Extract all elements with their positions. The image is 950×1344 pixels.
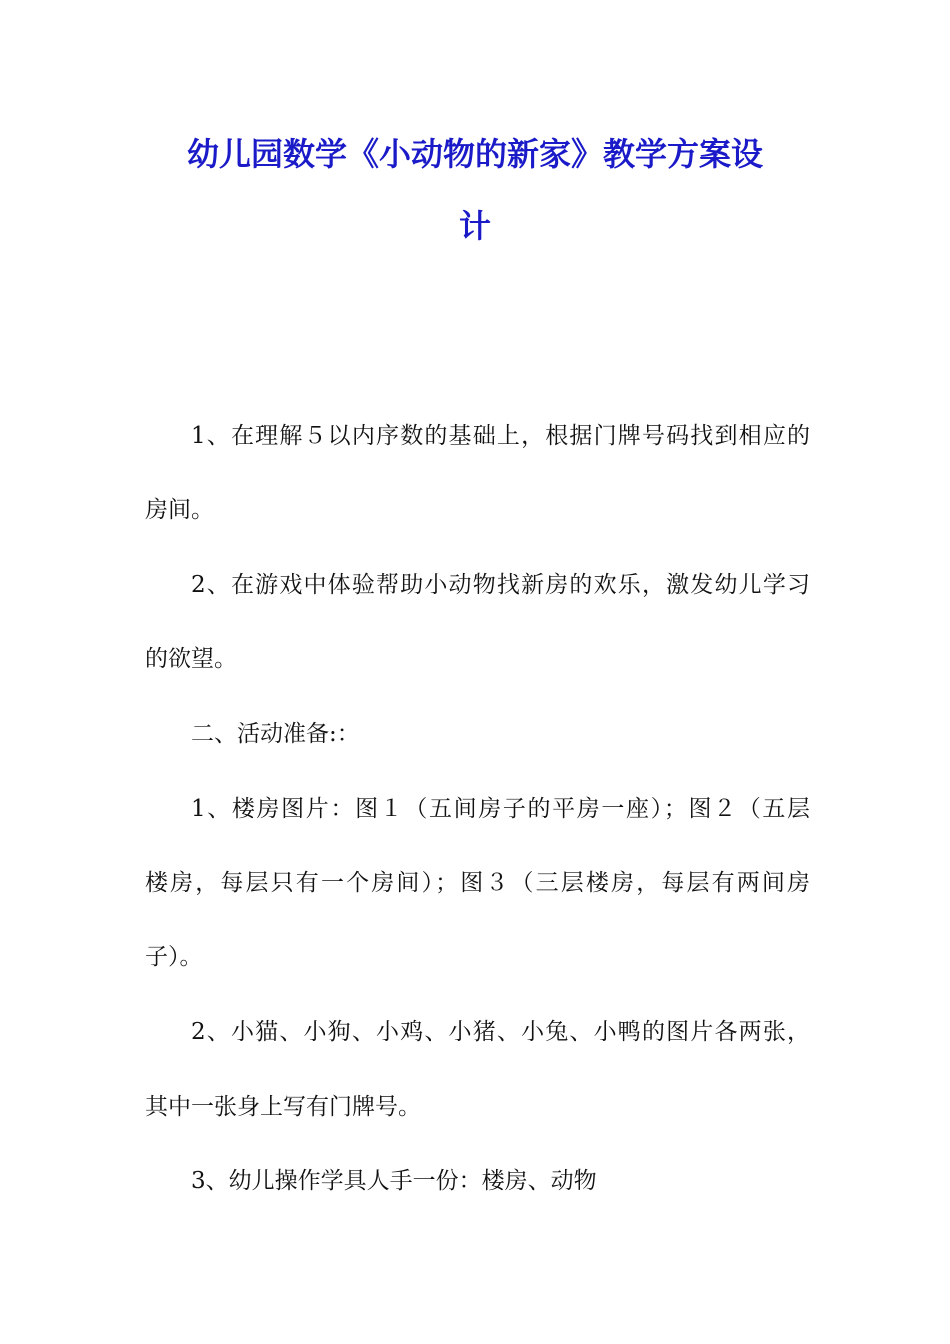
goal-2-line-1: 2、在游戏中体验帮助小动物找新房的欢乐，激发幼儿学习 [191, 572, 810, 598]
prep-3-line-1: 3、幼儿操作学具人手一份：楼房、动物 [191, 1168, 597, 1194]
prep-1-line-1: 1、楼房图片：图１（五间房子的平房一座）；图２（五层 [191, 796, 810, 822]
document-title-line-2: 计 [458, 207, 491, 245]
goal-1-line-1: 1、在理解５以内序数的基础上，根据门牌号码找到相应的 [191, 423, 810, 449]
document-title-line-1: 幼儿园数学《小动物的新家》教学方案设 [186, 135, 763, 173]
section-heading-preparation: 二、活动准备:： [191, 721, 360, 747]
goal-1-line-2: 房间。 [145, 497, 214, 523]
goal-2-line-2: 的欲望。 [145, 646, 237, 672]
prep-1-line-3: 子）。 [145, 944, 203, 970]
prep-2-line-1: 2、小猫、小狗、小鸡、小猪、小兔、小鸭的图片各两张， [191, 1019, 810, 1045]
prep-1-line-2: 楼房，每层只有一个房间）；图３（三层楼房，每层有两间房 [145, 870, 810, 896]
prep-2-line-2: 其中一张身上写有门牌号。 [145, 1094, 421, 1120]
